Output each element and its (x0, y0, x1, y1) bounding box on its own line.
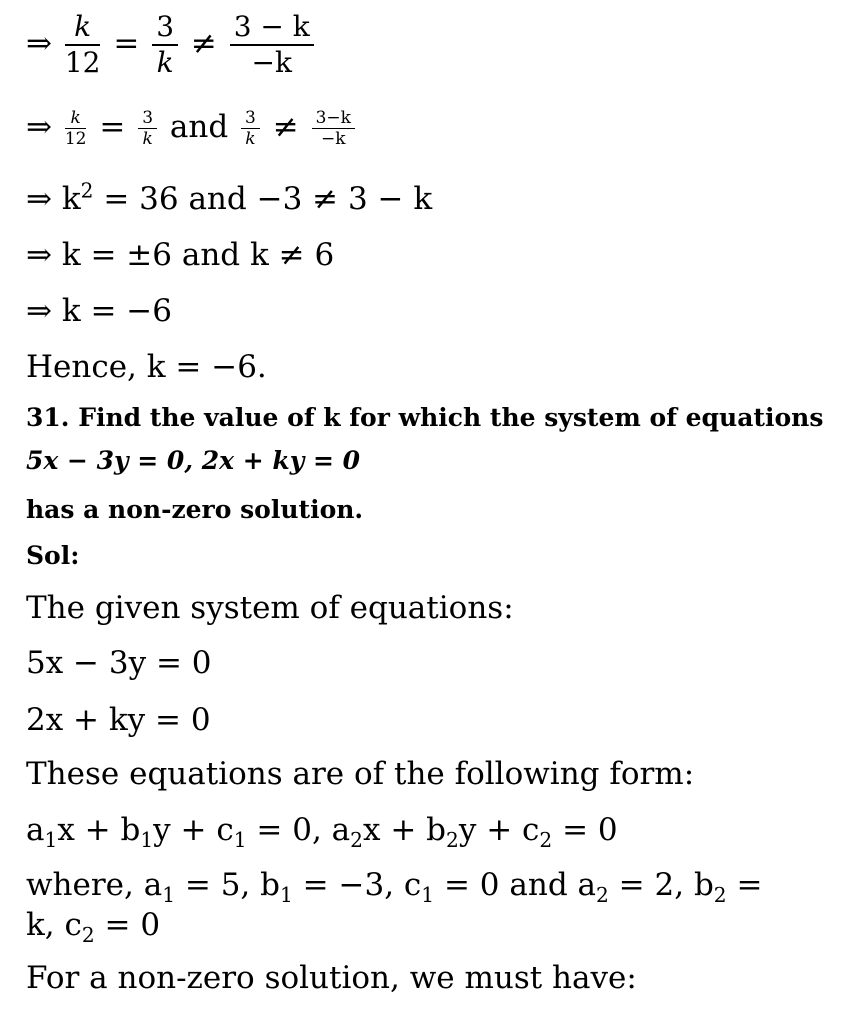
denominator: 12 (64, 129, 87, 149)
step-3-line (26, 178, 433, 217)
fraction-3-over-k-2 (241, 108, 260, 149)
equals-sign: = (99, 109, 126, 145)
subscript: 1 (162, 883, 176, 908)
denominator: −k (320, 129, 346, 149)
where-line-2 (26, 907, 161, 948)
implies-arrow: ⇒ (26, 109, 52, 145)
step-2-line (26, 108, 358, 149)
term: k, c (26, 907, 82, 943)
term: y + c (153, 812, 234, 848)
question-31-line-3: has a non-zero solution. (26, 495, 364, 524)
term: x + b (57, 812, 141, 848)
denominator: −k (251, 46, 292, 79)
not-equal-sign: ≠ (190, 25, 217, 62)
subscript: 1 (421, 883, 435, 908)
step-5-line: ⇒ k = −6 (26, 293, 172, 329)
non-zero-condition-text: For a non-zero solution, we must have: (26, 960, 637, 996)
term: = −3, c (292, 867, 422, 903)
term: a (26, 812, 45, 848)
numerator: 3−k (315, 108, 351, 128)
equals-sign: = (113, 25, 140, 62)
term: = 2, b (608, 867, 714, 903)
term: = 0, a (246, 812, 351, 848)
term: where, a (26, 867, 163, 903)
subscript: 1 (140, 828, 154, 853)
fraction-k-over-12 (65, 10, 101, 80)
form-text: These equations are of the following form: (26, 756, 695, 792)
numerator: 3 (245, 108, 256, 128)
fraction-3-over-k (138, 108, 157, 149)
denominator: k (142, 129, 153, 149)
k-variable: k (61, 181, 81, 217)
question-31-equations-text: 5x − 3y = 0, 2x + ky = 0 (26, 446, 360, 475)
subscript: 2 (713, 883, 727, 908)
denominator: k (156, 46, 174, 79)
exponent: 2 (80, 178, 94, 203)
implies-arrow: ⇒ (26, 25, 52, 62)
general-form-equation (26, 812, 618, 853)
numerator: k (74, 10, 92, 43)
implies-arrow: ⇒ (26, 181, 52, 217)
term: = (726, 867, 763, 903)
subscript: 2 (81, 923, 95, 948)
subscript: 2 (446, 828, 459, 853)
numerator: k (70, 108, 81, 128)
given-system-text: The given system of equations: (26, 590, 514, 626)
subscript: 2 (596, 883, 609, 908)
hence-line: Hence, k = −6. (26, 349, 267, 385)
numerator: 3 (142, 108, 154, 128)
subscript: 2 (350, 828, 363, 853)
term: = 5, b (175, 867, 280, 903)
step-4-line: ⇒ k = ±6 and k ≠ 6 (26, 237, 335, 273)
term: = 0 (94, 907, 161, 943)
equation-1: 5x − 3y = 0 (26, 645, 212, 681)
where-line-1 (26, 867, 763, 908)
term: y + c (458, 812, 540, 848)
fraction-k-over-12 (65, 108, 87, 149)
fraction-3-minus-k-over-minus-k (230, 10, 314, 80)
fraction-3-minus-k-over-minus-k (312, 108, 355, 149)
numerator: 3 − k (233, 10, 310, 43)
term: = 0 and a (434, 867, 596, 903)
step-1-line (26, 10, 317, 80)
question-31-line-1: 31. Find the value of k for which the system of equations (26, 403, 824, 432)
equation-2: 2x + ky = 0 (26, 702, 211, 738)
fraction-3-over-k (152, 10, 178, 80)
not-equal-sign: ≠ (272, 109, 299, 145)
term: = 0 (552, 812, 618, 848)
step-3-rest: = 36 and −3 ≠ 3 − k (93, 181, 433, 217)
denominator: k (245, 129, 256, 149)
and-word: and (169, 109, 229, 145)
subscript: 1 (44, 828, 58, 853)
denominator: 12 (64, 46, 101, 79)
subscript: 2 (539, 828, 553, 853)
subscript: 1 (233, 828, 247, 853)
term: x + b (362, 812, 446, 848)
sol-label: Sol: (26, 541, 80, 570)
question-31-equations (26, 446, 360, 475)
subscript: 1 (280, 883, 293, 908)
numerator: 3 (156, 10, 175, 43)
